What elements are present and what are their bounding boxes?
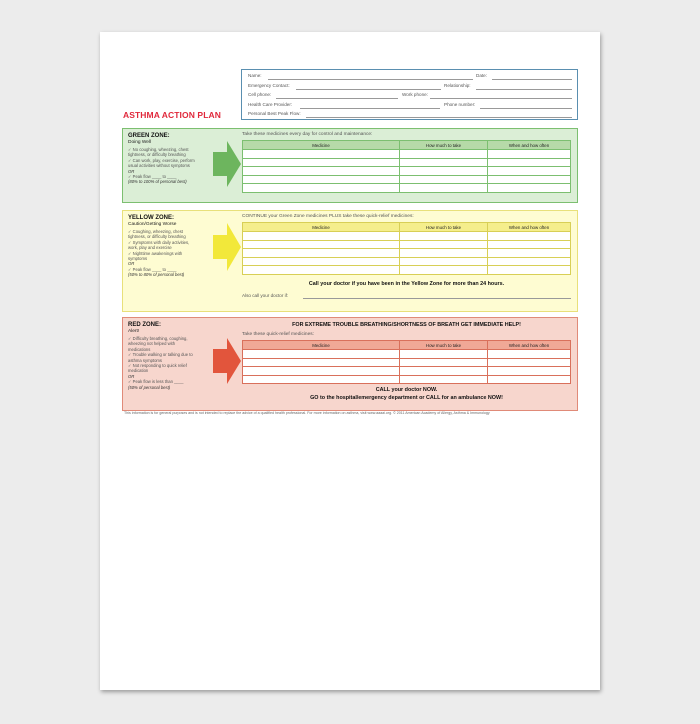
yellow-zone <box>122 210 578 312</box>
red-zone-title: RED ZONE: <box>128 322 161 328</box>
frequency-cell[interactable] <box>488 150 571 159</box>
or-label: OR <box>128 373 135 379</box>
peak-flow-range: ✓ Peak flow is less than ____ <box>128 379 184 385</box>
page-title: ASTHMA ACTION PLAN <box>123 110 221 120</box>
medicine-cell[interactable] <box>243 167 400 176</box>
green-zone <box>122 128 578 203</box>
green-zone-title: GREEN ZONE: <box>128 133 170 139</box>
amount-cell[interactable] <box>400 266 488 275</box>
symptom-line: asthma symptoms <box>128 357 162 363</box>
medicine-cell[interactable] <box>243 367 400 376</box>
medicine-cell[interactable] <box>243 175 400 184</box>
green-zone-subtitle: Doing Well <box>128 140 152 145</box>
amount-cell[interactable] <box>400 150 488 159</box>
symptom-line: wheezing not helped with <box>128 341 176 347</box>
yellow-zone-subtitle: Caution/Getting Worse <box>128 222 177 227</box>
footer-disclaimer: This information is for general purposes and is not intended to replace the advice of a qualified health professional. For more information on asthma, visit www.aaaai.org. © 2011 American Academy of Allergy, Asthma & Immunology <box>124 411 490 415</box>
table-row <box>243 257 571 266</box>
yellow-arrow-icon <box>213 223 241 271</box>
frequency-cell[interactable] <box>488 257 571 266</box>
medicine-cell[interactable] <box>243 240 400 249</box>
peak-flow-label: Personal Best Peak Flow: <box>248 111 301 116</box>
frequency-cell[interactable] <box>488 350 571 359</box>
table-row <box>243 375 571 384</box>
when-header: When and how often <box>488 223 571 232</box>
medicine-cell[interactable] <box>243 350 400 359</box>
yellow-zone-symptoms <box>128 229 216 278</box>
how-much-header: How much to take <box>400 141 488 150</box>
green-zone-symptoms <box>128 147 216 185</box>
symptom-line: tightness, or difficulty breathing <box>128 152 186 158</box>
date-label: Date: <box>476 73 487 78</box>
medicine-cell[interactable] <box>243 358 400 367</box>
frequency-cell[interactable] <box>488 167 571 176</box>
amount-cell[interactable] <box>400 232 488 241</box>
frequency-cell[interactable] <box>488 240 571 249</box>
frequency-cell[interactable] <box>488 266 571 275</box>
table-row <box>243 175 571 184</box>
red-zone <box>122 317 578 411</box>
table-row <box>243 249 571 258</box>
frequency-cell[interactable] <box>488 358 571 367</box>
amount-cell[interactable] <box>400 350 488 359</box>
frequency-cell[interactable] <box>488 367 571 376</box>
red-arrow-icon <box>213 338 241 384</box>
medicine-header: Medicine <box>243 141 400 150</box>
table-row <box>243 240 571 249</box>
symptom-line: work, play and exercise <box>128 245 172 251</box>
how-much-header: How much to take <box>400 223 488 232</box>
when-header: When and how often <box>488 141 571 150</box>
amount-cell[interactable] <box>400 358 488 367</box>
amount-cell[interactable] <box>400 375 488 384</box>
medicine-cell[interactable] <box>243 257 400 266</box>
frequency-cell[interactable] <box>488 375 571 384</box>
red-zone-subtitle: Alert! <box>128 329 140 334</box>
symptom-line: ✓ Nighttime awakenings with <box>128 250 183 256</box>
amount-cell[interactable] <box>400 249 488 258</box>
medicine-header: Medicine <box>243 341 400 350</box>
symptom-line: ✓ No coughing, wheezing, chest <box>128 147 189 152</box>
symptom-line: ✓ Difficulty breathing, coughing, <box>128 336 188 341</box>
symptom-line: ✓ Trouble walking or talking due to <box>128 352 193 358</box>
frequency-cell[interactable] <box>488 232 571 241</box>
peak-flow-note: (50% of personal best) <box>128 384 171 390</box>
medicine-cell[interactable] <box>243 249 400 258</box>
amount-cell[interactable] <box>400 158 488 167</box>
medicine-cell[interactable] <box>243 375 400 384</box>
symptom-line: usual activities without symptoms <box>128 163 190 169</box>
document-page <box>100 32 600 690</box>
peak-flow-range: ✓ Peak flow ____ to ____ <box>128 174 177 180</box>
name-label: Name: <box>248 73 262 78</box>
table-row <box>243 367 571 376</box>
yellow-call-doctor: Call your doctor if you have been in the Yellow Zone for more than 24 hours. <box>308 281 505 287</box>
frequency-cell[interactable] <box>488 158 571 167</box>
peak-flow-note: (50% to 80% of personal best) <box>128 272 185 278</box>
when-header: When and how often <box>488 341 571 350</box>
red-call-doctor: CALL your doctor NOW. <box>375 387 438 393</box>
phone-number-label: Phone number: <box>444 101 476 107</box>
peak-flow-range: ✓ Peak flow ____ to ____ <box>128 266 177 272</box>
table-row <box>243 158 571 167</box>
peak-flow-note: (80% to 100% of personal best) <box>128 179 187 185</box>
yellow-instruction: CONTINUE your Green Zone medicines PLUS take these quick-relief medicines: <box>242 214 414 219</box>
frequency-cell[interactable] <box>488 175 571 184</box>
table-row <box>243 350 571 359</box>
symptom-line: ✓ Not responding to quick relief <box>128 363 187 369</box>
also-call-label: Also call your doctor if: <box>242 293 289 298</box>
red-call-ambulance: GO to the hospital/emergency department or CALL for an ambulance NOW! <box>310 395 503 401</box>
medicine-cell[interactable] <box>243 158 400 167</box>
patient-info-box <box>241 69 578 120</box>
medicine-cell[interactable] <box>243 184 400 193</box>
green-medicine-table <box>242 140 571 193</box>
red-medicine-table <box>242 340 571 384</box>
also-call-line[interactable] <box>303 298 571 299</box>
provider-label: Health Care Provider: <box>248 101 293 107</box>
symptom-line: ✓ Can work, play, exercise, perform <box>128 157 195 163</box>
or-label: OR <box>128 168 135 174</box>
medicine-cell[interactable] <box>243 266 400 275</box>
amount-cell[interactable] <box>400 175 488 184</box>
amount-cell[interactable] <box>400 167 488 176</box>
green-instruction: Take these medicines every day for control and maintenance: <box>242 132 373 137</box>
cell-phone-label: Cell phone: <box>248 92 272 97</box>
table-row <box>243 184 571 193</box>
amount-cell[interactable] <box>400 184 488 193</box>
yellow-medicine-table <box>242 222 571 275</box>
how-much-header: How much to take <box>400 341 488 350</box>
symptom-line: ✓ Symptoms with daily activities, <box>128 239 190 245</box>
symptom-line: symptoms <box>128 256 148 262</box>
red-zone-symptoms <box>128 336 216 390</box>
emergency-contact-label: Emergency Contact: <box>248 82 290 88</box>
medicine-header: Medicine <box>243 223 400 232</box>
work-phone-label: Work phone: <box>402 92 428 97</box>
amount-cell[interactable] <box>400 257 488 266</box>
table-row <box>243 358 571 367</box>
amount-cell[interactable] <box>400 240 488 249</box>
symptom-line: medication <box>128 368 149 374</box>
or-label: OR <box>128 261 135 267</box>
amount-cell[interactable] <box>400 367 488 376</box>
red-instruction: Take these quick-relief medicines: <box>242 332 314 337</box>
table-row <box>243 232 571 241</box>
green-arrow-icon <box>213 141 241 187</box>
medicine-cell[interactable] <box>243 150 400 159</box>
table-row <box>243 167 571 176</box>
frequency-cell[interactable] <box>488 249 571 258</box>
table-row <box>243 266 571 275</box>
symptom-line: ✓ Coughing, wheezing, chest <box>128 229 183 234</box>
red-headline: FOR EXTREME TROUBLE BREATHING/SHORTNESS OF BREATH GET IMMEDIATE HELP! <box>292 322 521 328</box>
symptom-line: medications <box>128 346 151 352</box>
relationship-label: Relationship: <box>444 82 471 88</box>
medicine-cell[interactable] <box>243 232 400 241</box>
symptom-line: tightness, or difficulty breathing <box>128 234 186 240</box>
frequency-cell[interactable] <box>488 184 571 193</box>
yellow-zone-title: YELLOW ZONE: <box>128 215 174 221</box>
table-row <box>243 150 571 159</box>
